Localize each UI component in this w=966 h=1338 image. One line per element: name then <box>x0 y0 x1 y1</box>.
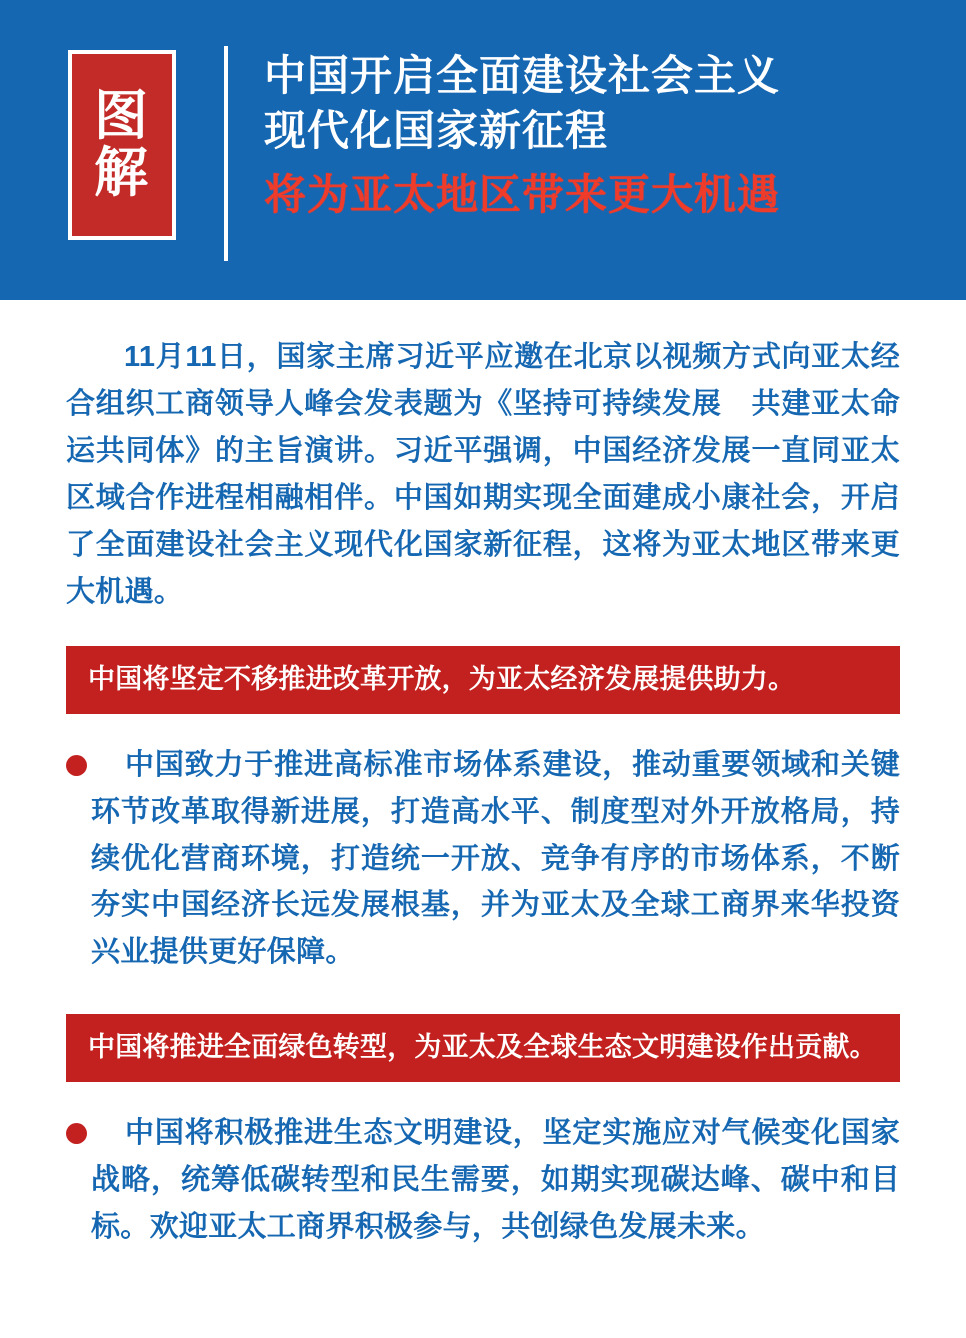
section-1-paragraph: 中国致力于推进高标准市场体系建设，推动重要领域和关键环节改革取得新进展，打造高水平、制度型对外开放格局，持续优化营商环境，打造统一开放、竞争有序的市场体系，不断夯实中国经济长远发展根基，并为亚太及全球工商界来华投资兴业提供更好保障。 <box>91 748 900 969</box>
article-content <box>0 300 966 1329</box>
badge-char-2: 解 <box>94 143 150 203</box>
lead-paragraph: 11月11日，国家主席习近平应邀在北京以视频方式向亚太经合组织工商领导人峰会发表题为《坚持可持续发展 共建亚太命运共同体》的主旨演讲。习近平强调，中国经济发展一直同亚太区域合作进程相融相伴。中国如期实现全面建成小康社会，开启了全面建设社会主义现代化国家新征程，这将为亚太地区带来更大机遇。 <box>66 341 900 608</box>
page-subtitle: 将为亚太地区带来更大机遇 <box>264 170 781 218</box>
header-divider <box>224 46 228 261</box>
section-1 <box>66 646 900 977</box>
bullet-icon <box>66 1123 87 1144</box>
page-title-line-1: 中国开启全面建设社会主义 <box>264 52 781 99</box>
section-2-banner: 中国将推进全面绿色转型，为亚太及全球生态文明建设作出贡献。 <box>66 1014 900 1082</box>
page-title-line-2: 现代化国家新征程 <box>264 107 609 155</box>
section-2-paragraph-row <box>66 1110 900 1251</box>
badge-char-1: 图 <box>94 86 150 147</box>
header-banner <box>0 0 966 300</box>
tujie-badge <box>68 50 176 240</box>
bullet-icon <box>66 755 87 776</box>
header-title-group <box>264 48 936 222</box>
section-1-banner: 中国将坚定不移推进改革开放，为亚太经济发展提供助力。 <box>66 646 900 714</box>
section-2 <box>66 1014 900 1251</box>
section-1-paragraph-row <box>66 742 900 977</box>
section-2-paragraph: 中国将积极推进生态文明建设，坚定实施应对气候变化国家战略，统筹低碳转型和民生需要，如期实现碳达峰、碳中和目标。欢迎亚太工商界积极参与，共创绿色发展未来。 <box>91 1117 900 1244</box>
